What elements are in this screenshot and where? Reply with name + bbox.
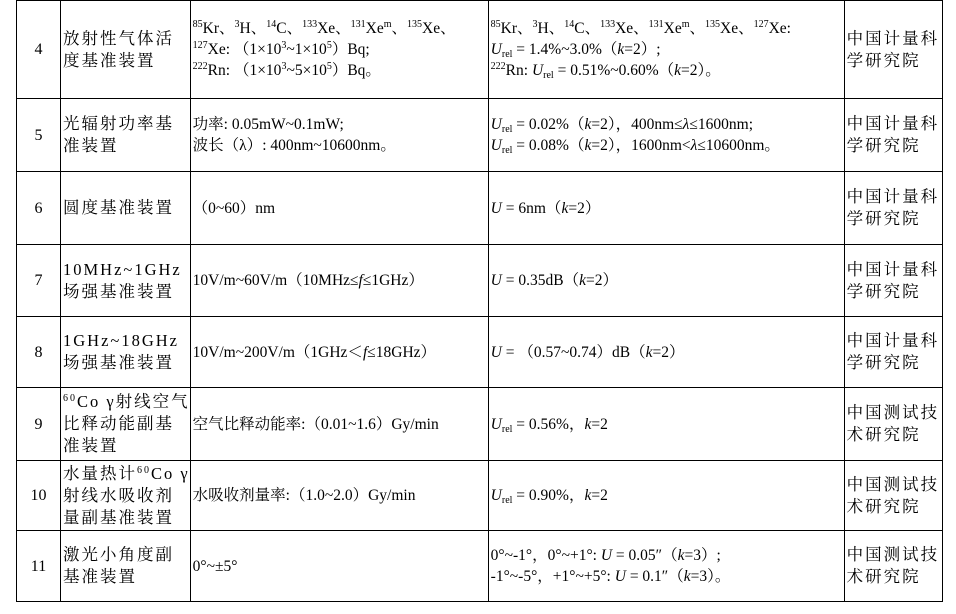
uncertainty-cell — [488, 461, 844, 531]
standard-name-cell-line: 准装置 — [63, 136, 119, 155]
measurement-range-cell-line: $^{222}$Rn: $(1\times 10^3\sim 5\times 10^5)Bq$。 — [192, 61, 381, 79]
measurement-range-cell-line: 10V/m~200V/m（1GHz＜f≤18GHz） — [192, 343, 437, 361]
standard-name-cell-line: 场强基准装置 — [63, 353, 174, 372]
standard-name-cell-line: 1GHz~18GHz — [63, 331, 179, 350]
uncertainty-cell-line: U = （0.57~0.74）dB（k=2） — [490, 343, 685, 361]
standard-name-cell — [61, 1, 191, 99]
standard-name-cell — [61, 388, 191, 461]
institution-cell-line: 中国计量科 — [846, 28, 940, 48]
row-number: 8 — [17, 317, 61, 388]
institution-cell-line: 学研究院 — [846, 50, 921, 70]
measurement-range-cell — [190, 1, 488, 99]
uncertainty-cell-line: $U_{rel} = 0.08\%(k=2)$，1600nm<λ≤10600nm。 — [490, 137, 780, 156]
institution-cell-line: 中国测试技 — [846, 403, 940, 422]
measurement-range-cell — [190, 172, 488, 245]
uncertainty-cell-line: $^{222}$Rn: $U_{rel}$ = 0.51%~0.60%（k=2）。 — [490, 61, 721, 81]
uncertainty-cell-line: $U_{rel} = 0.56\%$，k=2 — [490, 415, 608, 435]
standard-name-cell — [61, 461, 191, 531]
institution-cell — [844, 99, 942, 172]
standard-name-cell-line: 射线水吸收剂 — [63, 485, 174, 505]
standard-name-cell — [61, 245, 191, 317]
table-row — [17, 245, 943, 317]
table-row — [17, 1, 943, 99]
measurement-range-cell-line: $^{85}$Kr、$^3$H、$^{14}$C、$^{133}$Xe、$^{131}$Xe$^m$、$^{135}$Xe、 — [192, 19, 456, 37]
uncertainty-cell — [488, 388, 844, 461]
standard-name-cell-line: 比释动能副基 — [63, 414, 174, 433]
institution-cell — [844, 245, 942, 317]
measurement-range-cell — [190, 245, 488, 317]
standard-name-cell — [61, 317, 191, 388]
row-number: 4 — [17, 1, 61, 99]
standard-name-cell — [61, 172, 191, 245]
row-number: 7 — [17, 245, 61, 317]
uncertainty-cell-line: U = 6nm（k=2） — [490, 199, 601, 217]
institution-cell-line: 中国测试技 — [846, 474, 940, 494]
standard-name-cell-line: 基准装置 — [63, 567, 137, 586]
uncertainty-cell — [488, 245, 844, 317]
institution-cell — [844, 1, 942, 99]
row-number: 9 — [17, 388, 61, 461]
institution-cell-line: 中国计量科 — [846, 331, 940, 350]
standard-name-cell-line: 激光小角度副 — [63, 545, 174, 564]
uncertainty-cell-line: $U_{rel} = 0.90\%$，k=2 — [490, 487, 608, 506]
institution-cell-line: 术研究院 — [846, 425, 921, 444]
standard-name-cell-line: 度基准装置 — [63, 50, 156, 70]
uncertainty-cell — [488, 172, 844, 245]
uncertainty-cell-line: $^{85}$Kr、$^3$H、$^{14}$C、$^{133}$Xe、$^{131}$Xe$^m$、$^{135}$Xe、$^{127}$Xe: — [490, 19, 791, 37]
institution-cell-line: 中国测试技 — [846, 545, 940, 564]
table-row — [17, 531, 943, 602]
measurement-range-cell-line: 空气比释动能率:（0.01~1.6）Gy/min — [192, 415, 439, 433]
uncertainty-cell — [488, 99, 844, 172]
measurement-range-cell — [190, 317, 488, 388]
measurement-range-cell-line: 功率: 0.05mW~0.1mW; — [192, 116, 344, 133]
row-number: 11 — [17, 531, 61, 602]
standard-name-cell-line: 准装置 — [63, 436, 119, 455]
institution-cell-line: 学研究院 — [846, 353, 921, 372]
institution-cell-line: 学研究院 — [846, 281, 921, 301]
measurement-range-cell — [190, 388, 488, 461]
row-number: 6 — [17, 172, 61, 245]
uncertainty-cell-line: $U_{rel}$ = 1.4%~3.0%（k=2）; — [490, 41, 661, 60]
institution-cell-line: 术研究院 — [846, 567, 921, 586]
uncertainty-cell-line: -1°~-5°，+1°~+5°: U = 0.1″（k=3）。 — [490, 568, 731, 585]
measurement-range-cell-line: 0°~±5° — [192, 557, 238, 575]
table-body — [17, 1, 943, 602]
uncertainty-cell-line: 0°~-1°，0°~+1°: U = 0.05″（k=3）; — [490, 547, 721, 564]
table-row — [17, 388, 943, 461]
measurement-range-cell — [190, 99, 488, 172]
institution-cell — [844, 461, 942, 531]
table-row — [17, 461, 943, 531]
institution-cell — [844, 317, 942, 388]
measurement-range-cell-line: 水吸收剂量率:（1.0~2.0）Gy/min — [192, 487, 416, 504]
standard-name-cell — [61, 531, 191, 602]
measurement-range-cell — [190, 461, 488, 531]
table-row — [17, 317, 943, 388]
measurement-range-cell — [190, 531, 488, 602]
standard-name-cell-line: 放射性气体活 — [63, 28, 174, 48]
institution-cell — [844, 531, 942, 602]
measurement-range-cell-line: 波长（λ）: 400nm~10600nm。 — [192, 137, 396, 154]
standard-name-cell-line: 圆度基准装置 — [63, 198, 174, 217]
measurement-range-cell-line: $^{127}$Xe: $(1\times 10^3\sim 1\times 10^5)Bq$; — [192, 40, 370, 58]
measurement-range-cell-line: （0~60）nm — [192, 199, 276, 217]
measurement-range-cell-line: 10V/m~60V/m（10MHz≤f≤1GHz） — [192, 272, 424, 289]
uncertainty-cell — [488, 317, 844, 388]
row-number: 10 — [17, 461, 61, 531]
standard-name-cell-line: 10MHz~1GHz — [63, 259, 182, 279]
table-row — [17, 99, 943, 172]
table-row — [17, 172, 943, 245]
standard-name-cell-line: 量副基准装置 — [63, 507, 174, 527]
institution-cell — [844, 388, 942, 461]
standard-name-cell-line: 水量热计$^{60}$Co γ — [63, 463, 190, 483]
uncertainty-cell — [488, 1, 844, 99]
institution-cell-line: 学研究院 — [846, 209, 921, 228]
standard-name-cell-line: 光辐射功率基 — [63, 114, 174, 133]
institution-cell — [844, 172, 942, 245]
uncertainty-cell-line: $U_{rel} = 0.02\%(k=2)$，400nm≤λ≤1600nm; — [490, 116, 753, 135]
row-number: 5 — [17, 99, 61, 172]
standard-name-cell-line: 场强基准装置 — [63, 281, 174, 301]
institution-cell-line: 中国计量科 — [846, 187, 940, 206]
institution-cell-line: 中国计量科 — [846, 259, 940, 279]
institution-cell-line: 中国计量科 — [846, 114, 940, 133]
institution-cell-line: 学研究院 — [846, 136, 921, 155]
uncertainty-cell — [488, 531, 844, 602]
uncertainty-cell-line: U = 0.35dB（k=2） — [490, 272, 618, 289]
standards-table — [16, 0, 943, 602]
institution-cell-line: 术研究院 — [846, 496, 921, 516]
standard-name-cell-line: $^{60}$Co γ射线空气 — [63, 392, 190, 411]
standard-name-cell — [61, 99, 191, 172]
